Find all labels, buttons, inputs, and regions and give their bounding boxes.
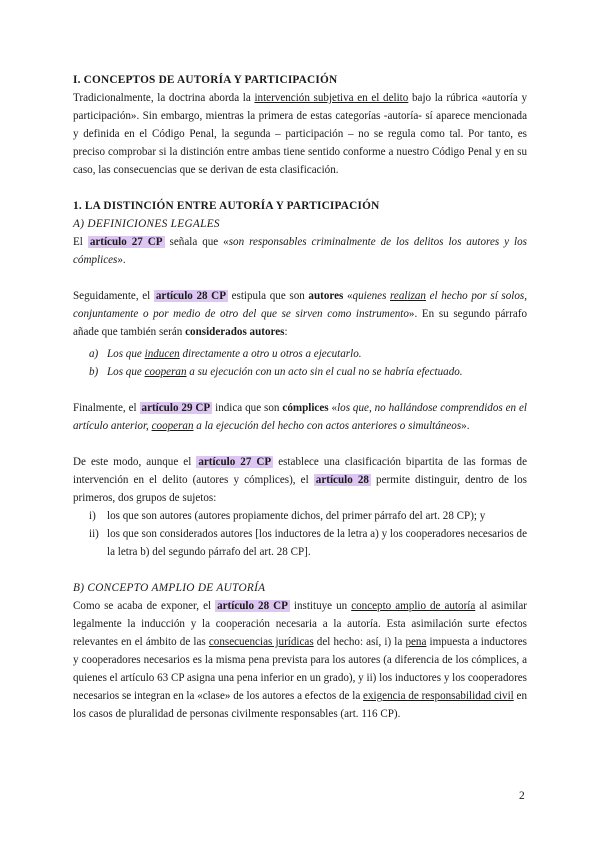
list-item-text [107, 366, 463, 378]
list-item-text: los que son considerados autores [los inductores de la letra a) y los cooperadores necesarios de la letra b) del segundo párrafo del art. 28 CP]. [107, 528, 527, 558]
subheading-broad-concept: B) CONCEPTO AMPLIO DE AUTORÍA [73, 582, 266, 594]
highlight-article-28-second: artículo 28 [315, 474, 369, 486]
underlined-concepto-amplio: concepto amplio de autoría [351, 600, 476, 612]
subheading-legal-definitions: A) DEFINICIONES LEGALES [73, 218, 220, 230]
paragraph-de-este-modo [73, 453, 527, 507]
text: señala que « [164, 236, 229, 248]
underlined-pena: pena [405, 636, 427, 648]
list-article-28 [73, 345, 527, 381]
text: El [73, 236, 88, 248]
text: quienes [352, 290, 391, 302]
bold-complices: cómplices [282, 402, 329, 414]
section-heading-concepts: I. CONCEPTOS DE AUTORÍA Y PARTICIPACIÓN [73, 74, 338, 86]
paragraph-article-28 [73, 287, 527, 341]
highlight-article-29: artículo 29 CP [141, 402, 211, 414]
intro-paragraph [73, 89, 527, 179]
underlined-term: cooperan [144, 366, 187, 378]
text: ». [461, 420, 470, 432]
paragraph-article-29 [73, 399, 527, 435]
intro-text-cont: bajo la rúbrica «autoría y participación». Sin embargo, mientras la primera de estas categorías -autoría- sí aparece mencionada y definida en el Código Penal, la segunda – participación – no se regula como tal. Por tanto, es preciso comprobar si la distinción entre ambas tiene sentido conforme a nuestro Código Penal y en su caso, las consecuencias que se derivan de esta clasificación. [73, 92, 528, 176]
paragraph-article-27 [73, 233, 527, 269]
page-number: 2 [519, 790, 525, 802]
section-heading-distinction: 1. LA DISTINCIÓN ENTRE AUTORÍA Y PARTICIPACIÓN [73, 200, 380, 212]
bold-considerados-autores: considerados autores [185, 326, 285, 338]
text: a su ejecución con un acto sin el cual no se habría efectuado. [186, 366, 463, 378]
text: : [284, 326, 288, 338]
text: el hecho por sí solos, conjuntamente o por medio de otro del que se sirven como instrumento [73, 290, 527, 320]
list-marker: i) [89, 510, 96, 522]
text: directamente a otro u otros a ejecutarlo. [179, 348, 362, 360]
quote-article-27: son responsables criminalmente de los delitos los autores y los cómplices [73, 236, 527, 266]
list-marker: a) [89, 348, 99, 360]
list-marker: b) [89, 366, 99, 378]
list-marker: ii) [89, 528, 99, 540]
intro-underlined-term: intervención subjetiva en el delito [254, 92, 409, 104]
text: Finalmente, el [73, 402, 140, 414]
text: « [328, 402, 338, 414]
list-item-text: los que son autores (autores propiamente dichos, del primer párrafo del art. 28 CP); y [107, 510, 486, 522]
underlined-term: inducen [144, 348, 180, 360]
list-item [73, 363, 527, 381]
text: en los casos de pluralidad de personas civilmente responsables (art. 116 CP). [73, 690, 527, 720]
intro-text: Tradicionalmente, la doctrina aborda la [73, 92, 255, 104]
text: impuesta a inductores y cooperadores necesarios es la misma pena prevista para los autores (a diferencia de los cómplices, a quienes el artículo 63 CP asigna una pena inferior en un grado), y ii) los inductores y los cooperadores necesarios se integran en la «clase» de los autores a efectos de la [73, 636, 527, 702]
text: ». [117, 254, 126, 266]
list-item [73, 525, 527, 561]
text: al asimilar legalmente la inducción y la cooperación necesaria a la autoría. Esta asimilación surte efectos relevantes en el ámbito de las [73, 600, 527, 648]
text: establece una clasificación bipartita de las formas de intervención en el delito (autores y cómplices), el [73, 456, 527, 486]
text: instituye un [289, 600, 352, 612]
list-item [73, 345, 527, 363]
highlight-article-27-second: artículo 27 CP [198, 456, 272, 468]
text: De este modo, aunque el [73, 456, 197, 468]
text: a la ejecución del hecho con actos anteriores o simultáneos [193, 420, 462, 432]
text: Como se acaba de exponer, el [73, 600, 216, 612]
highlight-article-28: artículo 28 CP [155, 290, 226, 302]
highlight-article-28-third: artículo 28 CP [217, 600, 288, 612]
list-item [73, 507, 527, 525]
text: estipula que son [227, 290, 309, 302]
text: Los que [107, 366, 145, 378]
bold-autores: autores [308, 290, 344, 302]
list-roman [73, 507, 527, 561]
underlined-cooperan: cooperan [151, 420, 194, 432]
text: los que, no hallándose comprendidos en el artículo anterior, [73, 402, 527, 432]
text: ». En su segundo párrafo añade que también serán [73, 308, 527, 338]
underlined-consecuencias: consecuencias jurídicas [208, 636, 314, 648]
page-content [73, 71, 527, 723]
text: del hecho: así, i) la [313, 636, 406, 648]
list-item-text [107, 348, 362, 360]
text: Los que [107, 348, 145, 360]
text: « [343, 290, 353, 302]
underlined-realizan: realizan [390, 290, 426, 302]
underlined-responsabilidad-civil: exigencia de responsabilidad civil [363, 690, 514, 702]
text: indica que son [212, 402, 283, 414]
paragraph-broad-concept [73, 597, 527, 723]
text: permite distinguir, dentro de los primeros, dos grupos de sujetos: [73, 474, 527, 504]
text: Seguidamente, el [73, 290, 154, 302]
highlight-article-27: artículo 27 CP [89, 236, 163, 248]
